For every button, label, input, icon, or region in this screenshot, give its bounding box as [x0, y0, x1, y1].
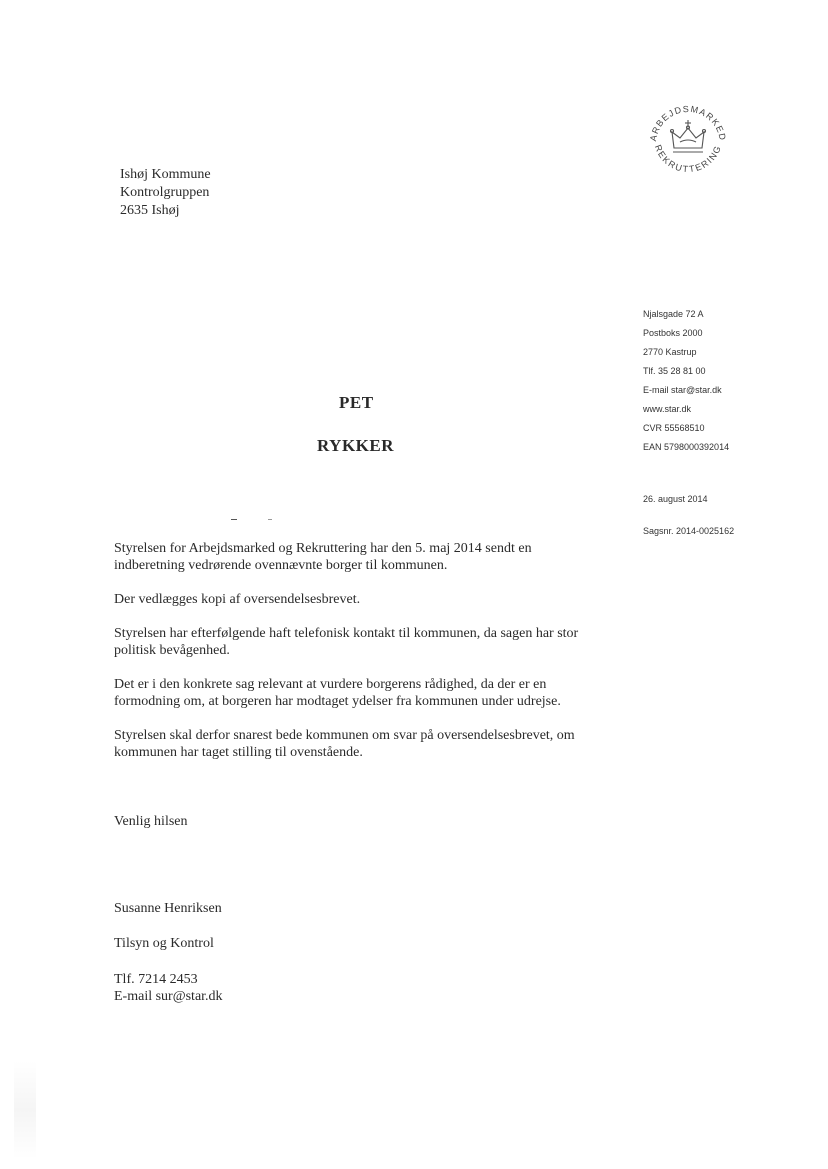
redaction-mark [268, 519, 272, 520]
paragraph-line: kommunen har taget stilling til ovenstående. [114, 745, 363, 760]
paragraph [114, 676, 614, 710]
case-number: Sagsnr. 2014-0025162 [643, 526, 735, 536]
letter-body [114, 540, 614, 778]
scan-artifact [14, 1060, 36, 1160]
recipient-address [120, 166, 211, 220]
paragraph [114, 591, 614, 608]
paragraph-line: indberetning vedrørende ovennævnte borger til kommunen. [114, 558, 448, 573]
logo-top-text: ARBEJDSMARKED [648, 103, 728, 142]
redaction-mark [231, 519, 237, 520]
paragraph-line: Der vedlægges kopi af oversendelsesbrevet. [114, 592, 361, 607]
sender-ean: EAN 5798000392014 [643, 442, 730, 452]
signer-department: Tilsyn og Kontrol [114, 936, 214, 951]
signer-email: E-mail sur@star.dk [114, 989, 223, 1004]
sender-phone: Tlf. 35 28 81 00 [643, 366, 706, 376]
letter-title: PET [339, 393, 374, 412]
paragraph-line: politisk bevågenhed. [114, 643, 230, 658]
paragraph [114, 540, 614, 574]
paragraph-line: Styrelsen har efterfølgende haft telefonisk kontakt til kommunen, da sagen har stor [114, 626, 579, 641]
paragraph [114, 727, 614, 761]
signer-phone: Tlf. 7214 2453 [114, 972, 198, 987]
logo-bottom-text: REKRUTTERING [652, 143, 724, 175]
paragraph [114, 625, 614, 659]
letter-subtitle: RYKKER [317, 436, 395, 455]
signer-name: Susanne Henriksen [114, 901, 222, 916]
letter-date: 26. august 2014 [643, 494, 708, 504]
crown-icon [640, 92, 736, 188]
sender-city: 2770 Kastrup [643, 347, 697, 357]
paragraph-line: Styrelsen for Arbejdsmarked og Rekruttering har den 5. maj 2014 sendt en [114, 541, 532, 556]
closing-greeting: Venlig hilsen [114, 814, 188, 829]
sender-email: E-mail star@star.dk [643, 385, 722, 395]
paragraph-line: Det er i den konkrete sag relevant at vurdere borgerens rådighed, da der er en [114, 677, 547, 692]
paragraph-line: Styrelsen skal derfor snarest bede kommunen om svar på oversendelsesbrevet, om [114, 728, 575, 743]
sender-street: Njalsgade 72 A [643, 309, 704, 319]
recipient-line: Ishøj Kommune [120, 167, 211, 182]
recipient-line: Kontrolgruppen [120, 185, 210, 200]
sender-cvr: CVR 55568510 [643, 423, 705, 433]
sender-address [643, 305, 729, 457]
agency-logo [640, 92, 736, 188]
signer-contact [114, 971, 223, 1005]
sender-pobox: Postboks 2000 [643, 328, 703, 338]
paragraph-line: formodning om, at borgeren har modtaget ydelser fra kommunen under udrejse. [114, 694, 561, 709]
recipient-line: 2635 Ishøj [120, 203, 180, 218]
sender-website: www.star.dk [643, 404, 692, 414]
